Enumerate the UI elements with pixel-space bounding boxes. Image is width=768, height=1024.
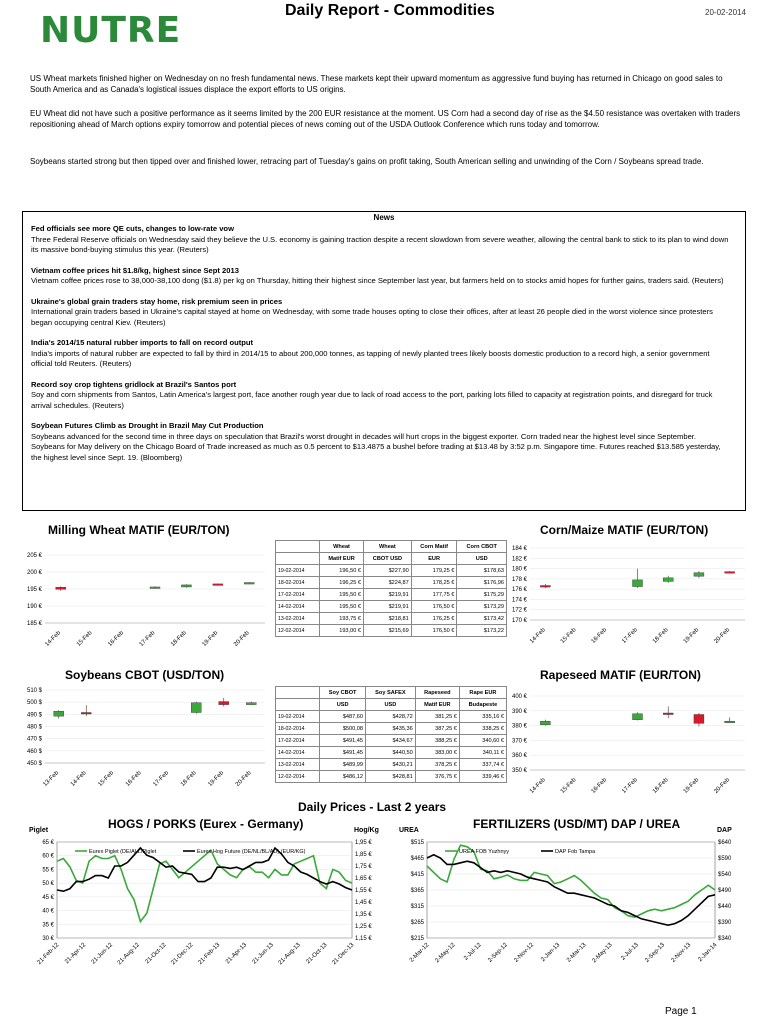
rape-candlestick-chart bbox=[505, 688, 750, 806]
y-tick-label: 370 € bbox=[511, 738, 527, 745]
candle-body bbox=[633, 580, 643, 587]
y-tick-label: 460 $ bbox=[26, 748, 42, 755]
x-tick-label: 19-Feb bbox=[201, 630, 220, 648]
left-axis-label: UREA bbox=[399, 827, 419, 834]
news-item bbox=[31, 297, 731, 329]
x-tick-label: 15-Feb bbox=[559, 777, 578, 795]
corn-chart-title: Corn/Maize MATIF (EUR/TON) bbox=[540, 523, 709, 537]
y-tick-label-right: $540 bbox=[718, 872, 732, 878]
x-tick-label: 14-Feb bbox=[69, 770, 88, 788]
y-tick-label: 490 $ bbox=[26, 712, 42, 719]
x-tick-label: 14-Feb bbox=[529, 777, 547, 795]
news-headline: Fed officials see more QE cuts, changes to low-rate vow bbox=[31, 224, 234, 233]
candle-body bbox=[56, 587, 66, 589]
x-tick-label: 21-Feb-12 bbox=[36, 942, 61, 966]
candle-body bbox=[725, 572, 735, 574]
x-tick-label: 18-Feb bbox=[651, 777, 670, 795]
news-body: Three Federal Reserve officials on Wednesday said they believe the U.S. economy is gaining traction despite a recent slowdown from severe weather, allowing the central bank to stick to its plan to wind down its massive bond-buying stimulus this year. (Reuters) bbox=[31, 234, 729, 254]
y-tick-label-right: 1,75 € bbox=[355, 864, 372, 870]
x-tick-label: 2-Nov-12 bbox=[513, 942, 536, 964]
candle-body bbox=[54, 711, 64, 716]
corn-candlestick-chart bbox=[505, 540, 750, 660]
page-number: Page 1 bbox=[665, 1006, 697, 1017]
x-tick-label: 18-Feb bbox=[170, 630, 188, 648]
y-tick-label-right: 1,35 € bbox=[355, 912, 372, 918]
x-tick-label: 2-Jul-12 bbox=[463, 942, 483, 962]
y-tick-label: 450 $ bbox=[26, 761, 42, 767]
x-tick-label: 21-Apr-12 bbox=[64, 942, 88, 966]
y-tick-label: 174 € bbox=[511, 597, 527, 604]
news-item bbox=[31, 224, 731, 256]
x-tick-label: 16-Feb bbox=[590, 627, 609, 645]
y-tick-label: 180 € bbox=[511, 566, 527, 573]
y-tick-label-left: $265 bbox=[410, 920, 424, 926]
table-row: 17-02-2014 $491,45 $434,67 388,25 € 340,60 € bbox=[276, 735, 507, 747]
y-tick-label-left: $415 bbox=[410, 872, 424, 878]
soy-chart-title: Soybeans CBOT (USD/TON) bbox=[65, 668, 225, 682]
x-tick-label: 21-Aug-13 bbox=[277, 942, 302, 967]
x-tick-label: 2-Jul-13 bbox=[620, 942, 640, 962]
y-tick-label: 470 $ bbox=[26, 736, 42, 743]
candle-body bbox=[663, 713, 673, 715]
y-tick-label: 172 € bbox=[511, 607, 527, 614]
legend-label-1: UREA FOB Yuzhnyy bbox=[459, 849, 510, 855]
y-tick-label-right: $440 bbox=[718, 904, 732, 910]
candle-body bbox=[246, 703, 256, 705]
y-tick-label-right: $490 bbox=[718, 888, 732, 894]
table-row: 17-02-2014 195,50 € $219,91 177,75 € $175,29 bbox=[276, 589, 507, 601]
news-body: Vietnam coffee prices rose to 38,000-38,100 dong ($1.8) per kg on Thursday, hitting their highest since September last year, but farmers held on to stocks amid hopes for further gains, traders said. (Reuters) bbox=[31, 276, 724, 285]
y-tick-label-right: $390 bbox=[718, 920, 732, 926]
y-tick-label: 400 € bbox=[511, 694, 527, 700]
news-heading: News bbox=[373, 213, 395, 222]
x-tick-label: 2-Nov-13 bbox=[670, 942, 693, 964]
table-row: 13-02-2014 $489,99 $430,21 378,25 € 337,74 € bbox=[276, 759, 507, 771]
candle-body bbox=[725, 721, 735, 723]
news-body: India's imports of natural rubber are expected to fall by third in 2014/15 to about 200,000 tonnes, as tapping of newly planted trees likely boosts domestic production to a record high, a senior government official told Reuters. (Reuters) bbox=[31, 348, 710, 368]
y-tick-label: 350 € bbox=[511, 768, 527, 774]
y-tick-label-left: 60 € bbox=[42, 853, 54, 860]
wheat-candlestick-chart bbox=[0, 545, 270, 660]
news-headline: Vietnam coffee prices hit $1.8/kg, highest since Sept 2013 bbox=[31, 265, 239, 275]
legend-label-1: Eurex Piglet (DE/ALL/Piglet bbox=[89, 849, 157, 855]
daily-prices-title: Daily Prices - Last 2 years bbox=[298, 800, 447, 814]
y-tick-label: 360 € bbox=[511, 753, 527, 760]
y-tick-label-left: $315 bbox=[410, 904, 424, 910]
table-row: 14-02-2014 195,50 € $219,91 176,50 € $173,29 bbox=[276, 601, 507, 613]
x-tick-label: 14-Feb bbox=[44, 630, 63, 648]
series-line-1 bbox=[57, 850, 352, 921]
x-tick-label: 2-May-13 bbox=[591, 942, 614, 965]
y-tick-label-right: 1,15 € bbox=[355, 936, 372, 942]
candle-body bbox=[181, 585, 191, 587]
x-tick-label: 21-Apr-13 bbox=[225, 942, 249, 966]
right-axis-label: Hog/Kg bbox=[354, 827, 379, 834]
candle-body bbox=[540, 586, 550, 588]
y-tick-label-left: $465 bbox=[410, 856, 424, 862]
y-tick-label-left: 50 € bbox=[42, 881, 54, 888]
x-tick-label: 16-Feb bbox=[590, 777, 609, 795]
intro-paragraph-soybeans: Soybeans started strong but then tipped over and finished lower, retracing part of Tuesday's gains on profit taking, South American selling and unwinding of the Corn / Soybeans spread trade. bbox=[30, 157, 704, 166]
y-tick-label: 182 € bbox=[511, 556, 527, 563]
table-row: 14-02-2014 $491,45 $440,50 383,00 € 340,11 € bbox=[276, 747, 507, 759]
candle-body bbox=[540, 721, 550, 725]
news-headline: Ukraine's global grain traders stay home, risk premium seen in prices bbox=[31, 296, 283, 306]
candle-body bbox=[81, 713, 91, 715]
news-body: Soy and corn shipments from Santos, Latin America's largest port, face another rough year due to lack of road access to the port, parking lots filled to capacity at registration points, and disregard for truck arrival schedules. (Reuters) bbox=[31, 390, 713, 410]
candle-body bbox=[219, 702, 229, 705]
news-box bbox=[22, 211, 746, 511]
y-tick-label: 190 € bbox=[26, 604, 42, 610]
intro-paragraph-eu-wheat: EU Wheat did not have such a positive performance as it seems limited by the 200 EUR resistance at the moment. US Corn had a second day of rise as the $4.50 resistance was overtaken with traders repositioning ahead of March options expiry tomorrow and potential pieces of news coming out of the USDA Outlook Conference which runs today and tomorrow. bbox=[30, 109, 741, 129]
intro-paragraph-wheat: US Wheat markets finished higher on Wednesday on no fresh fundamental news. These markets kept their upward momentum as aggressive fund buying has returned in Chicago on good sales to South America and as Canada's logistical issues displace the export efforts to US origins. bbox=[30, 74, 723, 94]
x-tick-label: 18-Feb bbox=[179, 770, 198, 788]
x-tick-label: 17-Feb bbox=[621, 777, 639, 795]
legend-label-2: Eurex Hog Future (DE/NL/BL/AU) (EUR/KG) bbox=[197, 849, 306, 855]
y-tick-label: 510 $ bbox=[26, 688, 42, 694]
y-tick-label-left: 65 € bbox=[42, 840, 54, 846]
y-tick-label: 390 € bbox=[511, 708, 527, 715]
news-list bbox=[31, 224, 731, 463]
x-tick-label: 21-Dec-13 bbox=[331, 942, 356, 967]
table-row: 19-02-2014 196,50 € $227,90 179,25 € $178,63 bbox=[276, 565, 507, 577]
y-tick-label-left: $515 bbox=[410, 840, 424, 846]
y-tick-label: 480 $ bbox=[26, 724, 42, 731]
fertilizers-line-chart bbox=[385, 820, 768, 980]
news-item bbox=[31, 421, 731, 463]
y-tick-label: 205 € bbox=[26, 553, 42, 559]
x-tick-label: 17-Feb bbox=[152, 770, 171, 788]
x-tick-label: 15-Feb bbox=[75, 630, 94, 648]
y-tick-label-left: 45 € bbox=[42, 894, 54, 901]
y-tick-label-right: $640 bbox=[718, 840, 732, 846]
x-tick-label: 2-May-12 bbox=[434, 942, 457, 965]
x-tick-label: 2-Sep-12 bbox=[487, 942, 509, 964]
fert-chart-title: FERTILIZERS (USD/MT) DAP / UREA bbox=[473, 817, 681, 831]
x-tick-label: 15-Feb bbox=[559, 627, 578, 645]
x-tick-label: 2-Mar-12 bbox=[408, 942, 431, 964]
candle-body bbox=[213, 584, 223, 586]
x-tick-label: 17-Feb bbox=[138, 630, 157, 648]
y-tick-label-left: $365 bbox=[410, 888, 424, 894]
y-tick-label-left: 55 € bbox=[42, 867, 54, 874]
news-body-continued: Soybeans for May delivery on the Chicago Board of Trade increased as much as 0.5 percent to $13.4875 a bushel before trading at $13.48 by 3:52 p.m. Singapore time. Futures reached $13.585 yesterday, the highest level since Sept. 19. (Bloomberg) bbox=[31, 442, 721, 462]
y-tick-label: 178 € bbox=[511, 576, 527, 583]
x-tick-label: 2-Sep-13 bbox=[644, 942, 667, 964]
x-tick-label: 21-Jun-12 bbox=[90, 942, 115, 966]
table-row: 18-02-2014 $500,08 $435,36 387,25 € 338,25 € bbox=[276, 723, 507, 735]
x-tick-label: 21-Dec-12 bbox=[170, 942, 195, 967]
hogs-chart-title: HOGS / PORKS (Eurex - Germany) bbox=[108, 817, 304, 831]
left-axis-label: Piglet bbox=[29, 827, 49, 834]
price-table-soy-rape: Soy CBOT Soy SAFEX Rapeseed Rape EUR USD USD Matif EUR Budapeste 19-02-2014 $487,60 $428,72 381,25 € 335,16 € 18-02-2014 $500,08 $435,36 387,25 € 338,25 € 17-02-2014 $491,45 $434,67 388,25 € 340,60 € 14-02-2014 $491,45 $440,50 383,00 € 340,11 € 13-02-2014 $489,99 $430,21 378,25 € 337,74 € 12-02-2014 $486,12 $428,81 376,75 € 339,46 € bbox=[275, 686, 507, 783]
y-tick-label-right: 1,45 € bbox=[355, 900, 372, 906]
hogs-line-chart bbox=[0, 820, 385, 980]
table-row: 18-02-2014 196,25 € $224,87 178,25 € $176,96 bbox=[276, 577, 507, 589]
candle-body bbox=[244, 583, 254, 585]
news-headline: India's 2014/15 natural rubber imports to fall on record output bbox=[31, 338, 254, 347]
y-tick-label-left: 30 € bbox=[42, 936, 54, 942]
news-body: International grain traders based in Ukraine's capital stayed at home on Wednesday, with some trade houses opting to close their offices, after at least 26 people died in the worst violence since protesters began occupying central Kiev. (Reuters) bbox=[31, 307, 713, 327]
y-tick-label: 380 € bbox=[511, 723, 527, 730]
soy-candlestick-chart bbox=[0, 685, 270, 805]
x-tick-label: 15-Feb bbox=[97, 770, 116, 788]
y-tick-label-right: 1,85 € bbox=[355, 852, 372, 858]
x-tick-label: 18-Feb bbox=[651, 627, 670, 645]
x-tick-label: 21-Oct-12 bbox=[144, 942, 168, 966]
x-tick-label: 21-Oct-13 bbox=[305, 942, 329, 966]
right-axis-label: DAP bbox=[717, 827, 732, 834]
y-tick-label: 184 € bbox=[511, 546, 527, 552]
x-tick-label: 20-Feb bbox=[234, 770, 253, 788]
nutre-logo: NUTRE bbox=[40, 10, 182, 51]
x-tick-label: 19-Feb bbox=[207, 770, 226, 788]
x-tick-label: 21-Feb-13 bbox=[197, 942, 222, 966]
candle-body bbox=[150, 587, 160, 589]
x-tick-label: 14-Feb bbox=[529, 627, 547, 645]
x-tick-label: 21-Jun-13 bbox=[251, 942, 275, 966]
rape-chart-title: Rapeseed MATIF (EUR/TON) bbox=[540, 668, 701, 682]
table-row: 13-02-2014 193,75 € $218,81 176,25 € $173,42 bbox=[276, 613, 507, 625]
x-tick-label: 21-Aug-12 bbox=[116, 942, 141, 967]
x-tick-label: 17-Feb bbox=[621, 627, 639, 645]
y-tick-label-right: 1,65 € bbox=[355, 876, 372, 882]
x-tick-label: 13-Feb bbox=[42, 770, 61, 788]
candle-body bbox=[663, 578, 673, 582]
series-line-1 bbox=[427, 845, 715, 917]
y-tick-label: 170 € bbox=[511, 618, 527, 624]
x-tick-label: 2-Mar-13 bbox=[566, 942, 588, 964]
x-tick-label: 20-Feb bbox=[233, 630, 251, 648]
x-tick-label: 2-Jan-14 bbox=[697, 942, 719, 964]
x-tick-label: 16-Feb bbox=[107, 630, 125, 648]
x-tick-label: 19-Feb bbox=[682, 627, 701, 645]
y-tick-label-right: $590 bbox=[718, 856, 732, 862]
x-tick-label: 16-Feb bbox=[124, 770, 143, 788]
table-row: 12-02-2014 193,00 € $215,69 176,50 € $173,22 bbox=[276, 625, 507, 637]
table-row: 12-02-2014 $486,12 $428,81 376,75 € 339,46 € bbox=[276, 771, 507, 783]
y-tick-label-right: 1,55 € bbox=[355, 888, 372, 894]
x-tick-label: 20-Feb bbox=[713, 777, 732, 795]
y-tick-label-right: 1,95 € bbox=[355, 840, 372, 846]
y-tick-label: 176 € bbox=[511, 587, 527, 594]
news-item bbox=[31, 380, 731, 412]
y-tick-label-left: 35 € bbox=[42, 922, 54, 929]
news-headline: Record soy crop tightens gridlock at Brazil's Santos port bbox=[31, 379, 237, 389]
report-date: 20-02-2014 bbox=[705, 8, 746, 17]
y-tick-label: 195 € bbox=[26, 587, 42, 593]
news-body: Soybeans advanced for the second time in three days on speculation that Brazil's worst drought in decades will hurt crops in the biggest exporter. Corn traded near the highest level since September. bbox=[31, 431, 697, 441]
candle-body bbox=[633, 714, 643, 720]
wheat-chart-title: Milling Wheat MATIF (EUR/TON) bbox=[48, 523, 230, 537]
x-tick-label: 19-Feb bbox=[682, 777, 701, 795]
table-row: 19-02-2014 $487,60 $428,72 381,25 € 335,16 € bbox=[276, 711, 507, 723]
y-tick-label: 500 $ bbox=[26, 700, 42, 707]
price-table-wheat-corn: Wheat Wheat Corn Matif Corn CBOT Matif EUR CBOT USD EUR USD 19-02-2014 196,50 € $227,90 179,25 € $178,63 18-02-2014 196,25 € $224,87 178,25 € $176,96 17-02-2014 195,50 € $219,91 177,75 € $175,29 14-02-2014 195,50 € $219,91 176,50 € $173,29 13-02-2014 193,75 € $218,81 176,25 € $173,42 12-02-2014 193,00 € $215,69 176,50 € $173,22 bbox=[275, 540, 507, 637]
candle-body bbox=[694, 573, 704, 577]
y-tick-label: 200 € bbox=[26, 570, 42, 576]
y-tick-label: 185 € bbox=[26, 621, 42, 627]
candle-body bbox=[694, 715, 704, 724]
y-tick-label-right: 1,25 € bbox=[355, 924, 372, 930]
y-tick-label-left: $215 bbox=[410, 936, 424, 942]
news-item bbox=[31, 338, 731, 370]
legend-label-2: DAP Fob Tampa bbox=[555, 849, 596, 855]
y-tick-label-right: $340 bbox=[718, 936, 732, 942]
report-title: Daily Report - Commodities bbox=[285, 2, 495, 19]
candle-body bbox=[191, 703, 201, 713]
x-tick-label: 2-Jan-13 bbox=[540, 942, 562, 964]
news-headline: Soybean Futures Climb as Drought in Brazil May Cut Production bbox=[31, 421, 264, 430]
news-item bbox=[31, 266, 731, 287]
y-tick-label-left: 40 € bbox=[42, 908, 54, 915]
x-tick-label: 20-Feb bbox=[713, 627, 732, 645]
